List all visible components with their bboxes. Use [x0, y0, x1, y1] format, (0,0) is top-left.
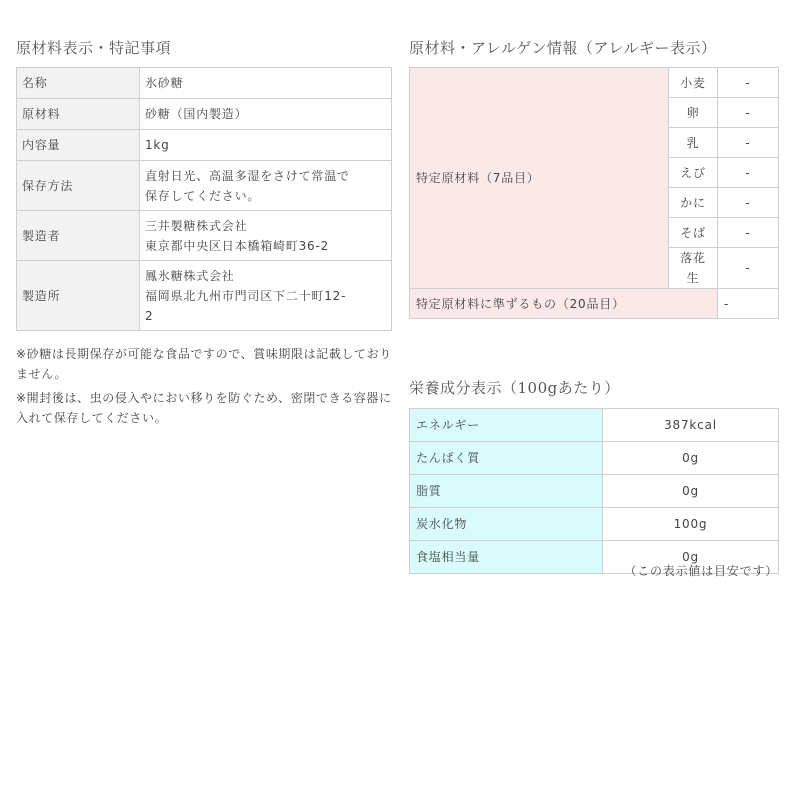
row-value-storage — [140, 161, 392, 211]
nutrition-title: 栄養成分表示（100gあたり） — [409, 379, 620, 397]
nutrition-label-fat: 脂質 — [410, 475, 603, 508]
row-value-ingredients: 砂糖（国内製造） — [140, 99, 392, 130]
ingredients-title: 原材料表示・特記事項 — [16, 39, 172, 57]
allergen-value-peanut: - — [718, 248, 779, 289]
table-row — [410, 475, 779, 508]
table-row — [410, 68, 779, 98]
table-row — [17, 130, 392, 161]
allergen-item-wheat: 小麦 — [669, 68, 718, 98]
table-row — [410, 409, 779, 442]
allergen-item-peanut — [669, 248, 718, 289]
allergen-item-crab: かに — [669, 188, 718, 218]
row-label-content: 内容量 — [17, 130, 140, 161]
storage-line-2: 保存してください。 — [145, 188, 261, 203]
peanut-line-1: 落花 — [680, 251, 706, 265]
allergen-value-buckwheat: - — [718, 218, 779, 248]
allergen-main-category: 特定原材料（7品目） — [410, 68, 669, 289]
allergen-value-wheat: - — [718, 68, 779, 98]
manufacturer-line-2: 東京都中央区日本橋箱崎町36-2 — [145, 238, 330, 253]
nutrition-table — [409, 408, 779, 574]
allergen-table — [409, 67, 779, 319]
allergen-value-shrimp: - — [718, 158, 779, 188]
nutrition-value-fat: 0g — [603, 475, 779, 508]
row-value-content: 1kg — [140, 130, 392, 161]
table-row — [17, 161, 392, 211]
table-row — [410, 442, 779, 475]
nutrition-value-energy: 387kcal — [603, 409, 779, 442]
row-label-storage: 保存方法 — [17, 161, 140, 211]
note-storage: ※開封後は、虫の侵入やにおい移りを防ぐため、密閉できる容器に入れて保存してください。 — [16, 391, 392, 425]
row-value-factory — [140, 261, 392, 331]
manufacturer-line-1: 三井製糖株式会社 — [145, 218, 248, 233]
factory-line-2: 福岡県北九州市門司区下二十町12- — [145, 288, 347, 303]
table-row — [410, 508, 779, 541]
allergen-item-milk: 乳 — [669, 128, 718, 158]
table-row — [17, 99, 392, 130]
allergen-secondary-value: - — [718, 289, 779, 319]
table-row — [410, 289, 779, 319]
row-label-factory: 製造所 — [17, 261, 140, 331]
factory-line-1: 鳳氷糖株式会社 — [145, 268, 235, 283]
allergen-title: 原材料・アレルゲン情報（アレルギー表示） — [409, 39, 717, 57]
row-label-ingredients: 原材料 — [17, 99, 140, 130]
nutrition-label-protein: たんぱく質 — [410, 442, 603, 475]
nutrition-label-carbs: 炭水化物 — [410, 508, 603, 541]
allergen-secondary-category: 特定原材料に準ずるもの（20品目） — [410, 289, 718, 319]
allergen-item-shrimp: えび — [669, 158, 718, 188]
note-expiry: ※砂糖は長期保存が可能な食品ですので、賞味期限は記載しておりません。 — [16, 347, 392, 381]
row-label-manufacturer: 製造者 — [17, 211, 140, 261]
row-value-manufacturer — [140, 211, 392, 261]
nutrition-value-carbs: 100g — [603, 508, 779, 541]
table-row — [17, 68, 392, 99]
nutrition-value-protein: 0g — [603, 442, 779, 475]
nutrition-label-salt: 食塩相当量 — [410, 541, 603, 574]
allergen-value-crab: - — [718, 188, 779, 218]
allergen-item-buckwheat: そば — [669, 218, 718, 248]
ingredients-notes — [16, 344, 392, 432]
factory-line-3: 2 — [145, 308, 154, 323]
allergen-item-egg: 卵 — [669, 98, 718, 128]
allergen-value-egg: - — [718, 98, 779, 128]
ingredients-table — [16, 67, 392, 331]
nutrition-label-energy: エネルギー — [410, 409, 603, 442]
storage-line-1: 直射日光、高温多湿をさけて常温で — [145, 168, 350, 183]
row-value-name: 氷砂糖 — [140, 68, 392, 99]
row-label-name: 名称 — [17, 68, 140, 99]
nutrition-value-salt: 0g — [603, 541, 779, 574]
table-row — [17, 211, 392, 261]
allergen-value-milk: - — [718, 128, 779, 158]
table-row — [17, 261, 392, 331]
nutrition-note: （この表示値は目安です） — [624, 564, 778, 578]
peanut-line-2: 生 — [686, 271, 700, 285]
